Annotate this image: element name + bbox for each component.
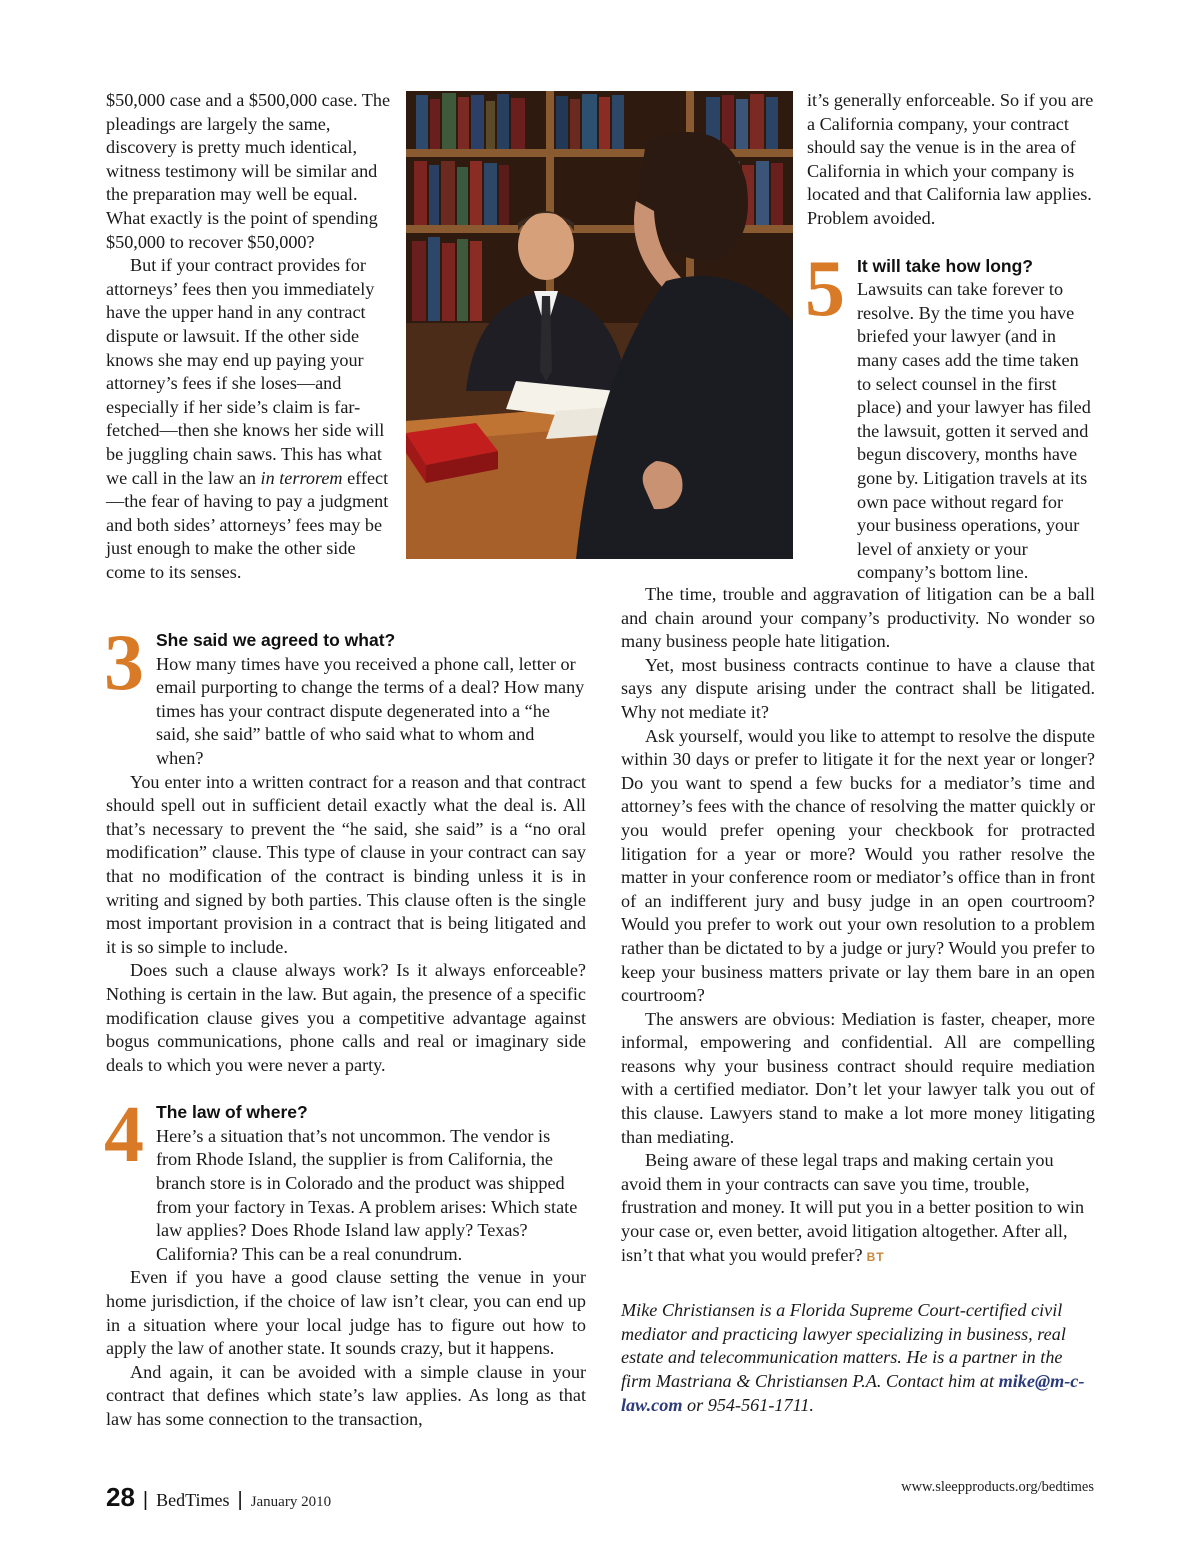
section-number: 4 — [104, 1091, 144, 1180]
paragraph: Does such a clause always work? Is it always enforceable? Nothing is certain in the law. But again, the presence of a specific modification clause gives you a competitive advantage against bogus communications, phone calls and real or imaginary side deals to which you were never a party. — [106, 960, 586, 1075]
paragraph: Yet, most business contracts continue to have a clause that says any dispute arising under the contract shall be litigated. Why not mediate it? — [621, 654, 1095, 722]
paragraph: it’s generally enforceable. So if you are a California company, your contract should say the venue is in the area of California in which your company is located and that California law applies. Problem avoided. — [807, 90, 1094, 228]
paragraph: Ask yourself, would you like to attempt to resolve the dispute within 30 days or prefer to litigate it for the next year or longer? Do you want to spend a few bucks for a mediator’s time and attorney’s fees with the chance of resolving the matter quickly or you would prefer opening your checkbook for protracted litigation for a year or more? Would you rather resolve the matter in your conference room or mediator’s office than in front of an indifferent jury and busy judge in an open courtroom? Would you prefer to work out your own resolution to a problem rather than be dictated to by a judge or jury? Would you prefer to keep your business matters private or lay them bare in an open courtroom? — [621, 725, 1095, 1006]
section-header — [104, 619, 586, 771]
section-number: 3 — [104, 619, 144, 707]
paragraph: And again, it can be avoided with a simple clause in your contract that defines which state’s law applies. As long as that law has some connection to the transaction, — [106, 1361, 586, 1429]
author-email-link[interactable]: mike@m-c-law.com — [621, 1371, 1085, 1415]
author-bio: Mike Christiansen is a Florida Supreme Court-certified civil mediator and practicing lawyer specializing in business, real estate and telecommunication matters. He is a partner in the firm Mastriana & Christiansen P.A. Contact him at mike@m-c-law.com or 954-561-1711. — [621, 1300, 1085, 1415]
paragraph: $50,000 case and a $500,000 case. The pleadings are largely the same, discovery is pretty much identical, witness testimony will be similar and the preparation may well be equal. What exactly is the point of spending $50,000 to recover $50,000? — [106, 90, 391, 252]
paragraph: But if your contract provides for attorneys’ fees then you immediately have the upper hand in any contract dispute or lawsuit. If the other side knows she may end up paying your attorney’s fees if she loses—and especially if her side’s claim is far-fetched—then she knows her side will be juggling chain saws. This has what we call in the law an in terrorem effect—the fear of having to pay a judgment and both sides’ attorneys’ fees may be just enough to make the other side come to its senses. — [106, 255, 389, 582]
paragraph-lead: Lawsuits can take forever to resolve. By the time you have briefed your lawyer (and in many cases add the time taken to select counsel in the first place) and your lawyer has filed the lawsuit, gotten it served and begun discovery, months have gone by. Litigation travels at its own pace without regard for your business operations, your level of anxiety or your company’s bottom line. — [857, 279, 1091, 583]
right-column-top — [807, 89, 1095, 585]
photo-illustration — [406, 91, 793, 559]
section-header — [104, 1091, 586, 1266]
section-4 — [104, 1091, 586, 1431]
section-5 — [805, 244, 1095, 585]
paragraph: You enter into a written contract for a reason and that contract should spell out in sufficient detail exactly what the deal is. All that’s necessary to prevent the “he said, she said” is a “no oral modification” clause. This type of clause in your contract can say that no modification of the contract is binding unless it is in writing and signed by both parties. This clause often is the single most important provision in a contract that is being litigated and it is so simple to include. — [106, 771, 586, 957]
paragraph: Even if you have a good clause setting the venue in your home jurisdiction, if the choice of law isn’t clear, you can end up in a situation where your local judge has to figure out how to apply the law of another state. It sounds crazy, but it happens. — [106, 1267, 586, 1359]
end-mark: BT — [866, 1249, 885, 1264]
footer-url[interactable]: www.sleepproducts.org/bedtimes — [901, 1479, 1094, 1495]
divider: | — [142, 1489, 149, 1511]
page-number: 28 — [106, 1482, 135, 1512]
right-column-bottom — [621, 583, 1095, 1417]
divider: | — [237, 1489, 243, 1511]
section-title: She said we agreed to what? — [156, 630, 396, 650]
section-3 — [104, 619, 586, 1077]
section-title: The law of where? — [156, 1102, 308, 1123]
page-footer-left — [106, 1482, 331, 1513]
lawyer-meeting-photo — [406, 91, 793, 559]
paragraph-lead: How many times have you received a phone call, letter or email purporting to change the terms of a deal? How many times has your contract dispute degenerated into a “he said, she said” battle of who said what to whom and when? — [156, 653, 585, 768]
section-number: 5 — [805, 244, 845, 333]
paragraph: The answers are obvious: Mediation is faster, cheaper, more informal, empowering and confidential. All are compelling reasons why your business contract should require mediation with a certified mediator. Don’t let your lawyer talk you out of this clause. Lawyers stand to make a lot more money litigating than mediating. — [621, 1008, 1095, 1147]
left-column-top — [106, 89, 398, 584]
issue-date: January 2010 — [250, 1494, 332, 1510]
magazine-name: BedTimes — [156, 1490, 230, 1510]
section-title: It will take how long? — [857, 255, 1033, 276]
paragraph-lead: Here’s a situation that’s not uncommon. The vendor is from Rhode Island, the supplier is from California, the branch store is in Colorado and the product was shipped from your factory in Texas. A problem arises: Which state law applies? Does Rhode Island law apply? Texas? California? This can be a real conundrum. — [156, 1125, 578, 1264]
paragraph: The time, trouble and aggravation of litigation can be a ball and chain around your company’s productivity. No wonder so many business people hate litigation. — [621, 584, 1095, 652]
paragraph: Being aware of these legal traps and making certain you avoid them in your contracts can save you time, trouble, frustration and money. It will put you in a better position to win your case or, even better, avoid litigation altogether. After all, isn’t that what you would prefer? BT — [621, 1150, 1085, 1265]
left-column-bottom — [106, 585, 586, 1432]
section-header — [805, 244, 1095, 585]
